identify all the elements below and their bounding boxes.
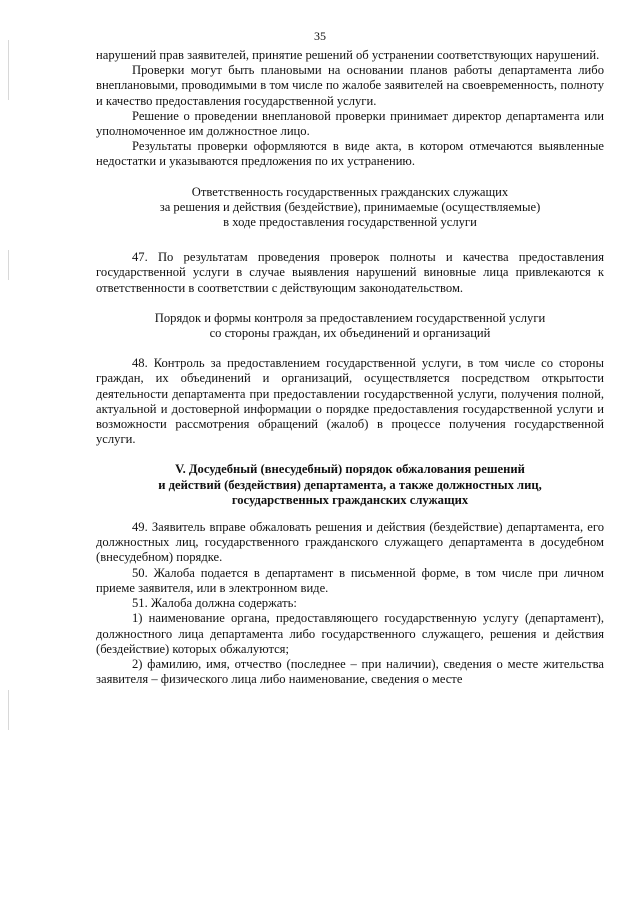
heading-control-line-1: Порядок и формы контроля за предоставлением государственной услуги [154,310,546,325]
paragraph-51-item-1: 1) наименование органа, предоставляющего государственную услугу (департамент), должностного лица департамента либо государственного служащего, решения и действия (бездействие) которых обжалуются; [96,611,604,656]
section-v-title-line-2: и действий (бездействия) департамента, а также должностных лиц, [158,477,542,492]
spacer [96,170,604,185]
section-v-title-line-1: V. Досудебный (внесудебный) порядок обжалования решений [175,462,525,477]
paragraph-50: 50. Жалоба подается в департамент в письменной форме, в том числе при личном приеме заявителя, или в электронном виде. [96,565,604,595]
paragraph-51: 51. Жалоба должна содержать: [132,596,297,611]
paragraph-48: 48. Контроль за предоставлением государственной услуги, в том числе со стороны граждан, их объединений и организаций, осуществляется посредством открытости деятельности департамента при предоставлении государственной услуги, получения полной, актуальной и достоверной информации о порядке предоставления государственной услуги и возможности рассмотрения обращений (жалоб) в процессе получения государственной услуги. [96,356,604,447]
scan-margin-mark [8,40,9,100]
paragraph-49: 49. Заявитель вправе обжаловать решения и действия (бездействие) департамента, его должностных лиц, государственного гражданского служащего департамента в досудебном (внесудебном) порядке. [96,520,604,565]
paragraph-51-item-2: 2) фамилию, имя, отчество (последнее – при наличии), сведения о месте жительства заявителя – физического лица либо наименование, сведения о месте [96,656,604,687]
spacer [96,341,604,356]
heading-responsibility-line-3: в ходе предоставления государственной услуги [223,215,477,230]
section-v-title-line-3: государственных гражданских служащих [231,492,469,507]
heading-responsibility-line-2: за решения и действия (бездействие), принимаемые (осуществляемые) [159,199,541,214]
paragraph-inspection-results: Результаты проверки оформляются в виде акта, в котором отмечаются выявленные недостатки и указываются предложения по их устранению. [96,139,604,169]
scan-margin-mark [8,250,9,280]
heading-responsibility-line-1: Ответственность государственных гражданских служащих [191,184,509,199]
spacer [96,296,604,311]
spacer [96,508,604,520]
spacer [96,447,604,462]
heading-control-line-2: со стороны граждан, их объединений и организаций [209,326,491,341]
paragraph-violations-end: нарушений прав заявителей, принятие решений об устранении соответствующих нарушений. [96,48,600,62]
scan-margin-mark [8,690,9,730]
paragraph-47: 47. По результатам проведения проверок полноты и качества предоставления государственной услуги в случае выявления нарушений виновные лица привлекаются к ответственности в соответствии с действующим законодательством. [96,250,604,295]
document-body [96,48,604,687]
paragraph-unscheduled-decision: Решение о проведении внеплановой проверки принимает директор департамента или уполномоченное им должностное лицо. [96,108,604,139]
page-number: 35 [314,29,326,43]
spacer [96,230,604,250]
paragraph-inspections-types: Проверки могут быть плановыми на основании планов работы департамента либо внеплановыми, проводимыми в том числе по жалобе заявителей на своевременность, полноту и качество предоставления государственной услуги. [96,63,604,108]
